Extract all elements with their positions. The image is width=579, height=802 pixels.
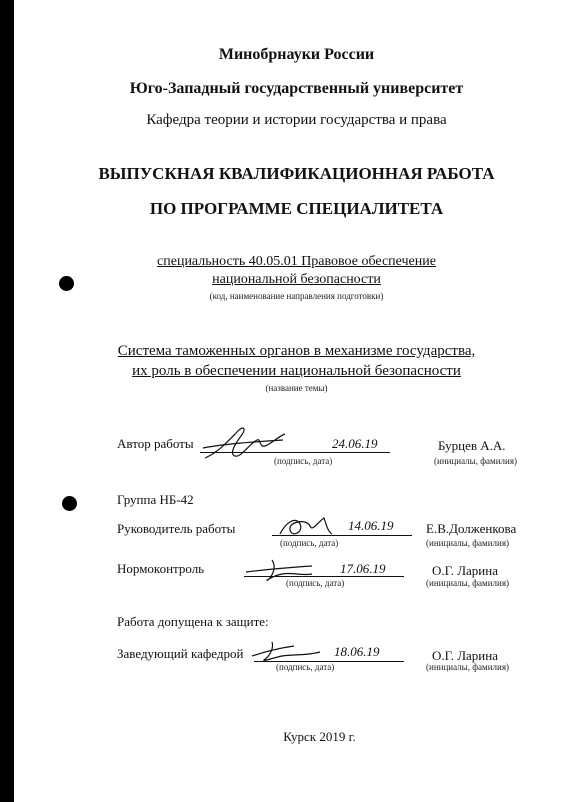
- punch-hole-bottom: [62, 496, 77, 511]
- author-name-caption: (инициалы, фамилия): [434, 456, 517, 466]
- normcontrol-sign-caption: (подпись, дата): [286, 578, 345, 588]
- university-name: Юго-Западный государственный университет: [129, 80, 464, 97]
- ministry-name: Минобрнауки России: [218, 46, 375, 63]
- supervisor-label: Руководитель работы: [117, 521, 236, 536]
- department-name: Кафедра теории и истории государства и права: [146, 112, 447, 128]
- specialty-line2: национальной безопасности: [212, 272, 381, 287]
- city-year: Курск 2019 г.: [283, 729, 356, 744]
- author-label: Автор работы: [117, 436, 194, 451]
- head-label: Заведующий кафедрой: [117, 646, 244, 661]
- supervisor-date: 14.06.19: [348, 518, 394, 533]
- topic-caption: (название темы): [265, 383, 328, 393]
- supervisor-name: Е.В.Долженкова: [426, 521, 517, 536]
- head-date: 18.06.19: [334, 644, 380, 659]
- normcontrol-label: Нормоконтроль: [117, 561, 205, 576]
- supervisor-name-caption: (инициалы, фамилия): [426, 538, 509, 548]
- normcontrol-name-caption: (инициалы, фамилия): [426, 578, 509, 588]
- topic-line2: их роль в обеспечении национальной безопасности: [132, 363, 461, 379]
- document-title-line1: ВЫПУСКНАЯ КВАЛИФИКАЦИОННАЯ РАБОТА: [98, 164, 495, 183]
- specialty-caption: (код, наименование направления подготовки): [209, 291, 384, 301]
- admission-label: Работа допущена к защите:: [117, 614, 269, 629]
- document-page: [14, 0, 579, 802]
- head-name: О.Г. Ларина: [432, 648, 498, 663]
- specialty-line1: специальность 40.05.01 Правовое обеспечение: [157, 254, 436, 269]
- normcontrol-name: О.Г. Ларина: [432, 563, 498, 578]
- supervisor-sign-caption: (подпись, дата): [280, 538, 339, 548]
- author-name: Бурцев А.А.: [438, 438, 506, 453]
- author-sign-caption: (подпись, дата): [274, 456, 333, 466]
- topic-line1: Система таможенных органов в механизме государства,: [117, 343, 476, 359]
- author-date: 24.06.19: [332, 436, 378, 451]
- document-title-line2: ПО ПРОГРАММЕ СПЕЦИАЛИТЕТА: [149, 199, 444, 218]
- normcontrol-date: 17.06.19: [340, 561, 386, 576]
- head-sign-caption: (подпись, дата): [276, 662, 335, 672]
- head-name-caption: (инициалы, фамилия): [426, 662, 509, 672]
- group-label: Группа НБ-42: [117, 492, 194, 507]
